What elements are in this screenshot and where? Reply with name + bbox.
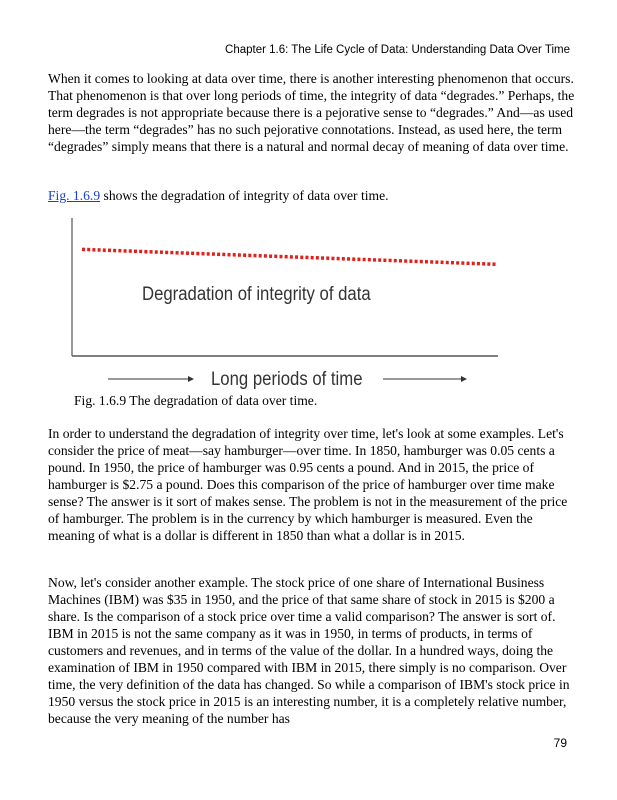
paragraph-figure-reference — [48, 187, 575, 204]
degradation-figure — [70, 216, 510, 391]
paragraph-hamburger-example: In order to understand the degradation of integrity over time, let's look at some examples. Let's consider the price of meat—say hamburger—over time. In 1850, hamburger was 0.05 cents a pound. In 1950, the price of hamburger was 0.95 cents a pound. And in 2015, the price of hamburger is $2.75 a pound. Does this comparison of the price of hamburger over time make sense? The answer is it sort of makes sense. The problem is not in the measurement of the price of hamburger. The problem is in the currency by which hamburger is measured. Even the meaning of what is a dollar is different in 1850 than what a dollar is in 2015. — [48, 426, 568, 543]
paragraph-ibm-example: Now, let's consider another example. The stock price of one share of International Business Machines (IBM) was $35 in 1950, and the price of that same share of stock in 2015 is $200 a share. Is the comparison of a stock price over time a valid comparison? The answer is sort of. IBM in 2015 is not the same company as it was in 1950, in terms of products, in terms of customers and revenues, and in terms of the value of the dollar. In a hundred ways, doing the examination of IBM in 1950 compared with IBM in 2015, there simply is no comparison. Over time, the very definition of the data has changed. So while a comparison of IBM's stock price in 1950 versus the stock price in 2015 is an interesting number, it is a completely relative number, because the very meaning of the number has — [48, 575, 570, 726]
figure-link[interactable]: Fig. 1.6.9 — [48, 188, 101, 203]
integrity-series-line — [82, 249, 496, 264]
figure-caption: Fig. 1.6.9 The degradation of data over time. — [74, 393, 318, 408]
chart-title: Degradation of integrity of data — [142, 284, 371, 305]
figure-reference-text: shows the degradation of integrity of data over time. — [100, 188, 389, 203]
right-arrow-head — [461, 376, 467, 382]
running-header: Chapter 1.6: The Life Cycle of Data: Understanding Data Over Time — [225, 44, 570, 56]
page-number: 79 — [553, 736, 567, 750]
x-axis-label: Long periods of time — [211, 369, 363, 390]
left-arrow-head — [188, 376, 194, 382]
paragraph-intro: When it comes to looking at data over time, there is another interesting phenomenon that occurs. That phenomenon is that over long periods of time, the integrity of data “degrades.” Perhaps, the term degrades is not appropriate because there is a pejorative sense to “degrades.” And—as used here—the term “degrades” has no such pejorative connotations. Instead, as used here, the term “degrades” simply means that there is a natural and normal decay of meaning of data over time. — [48, 71, 575, 154]
